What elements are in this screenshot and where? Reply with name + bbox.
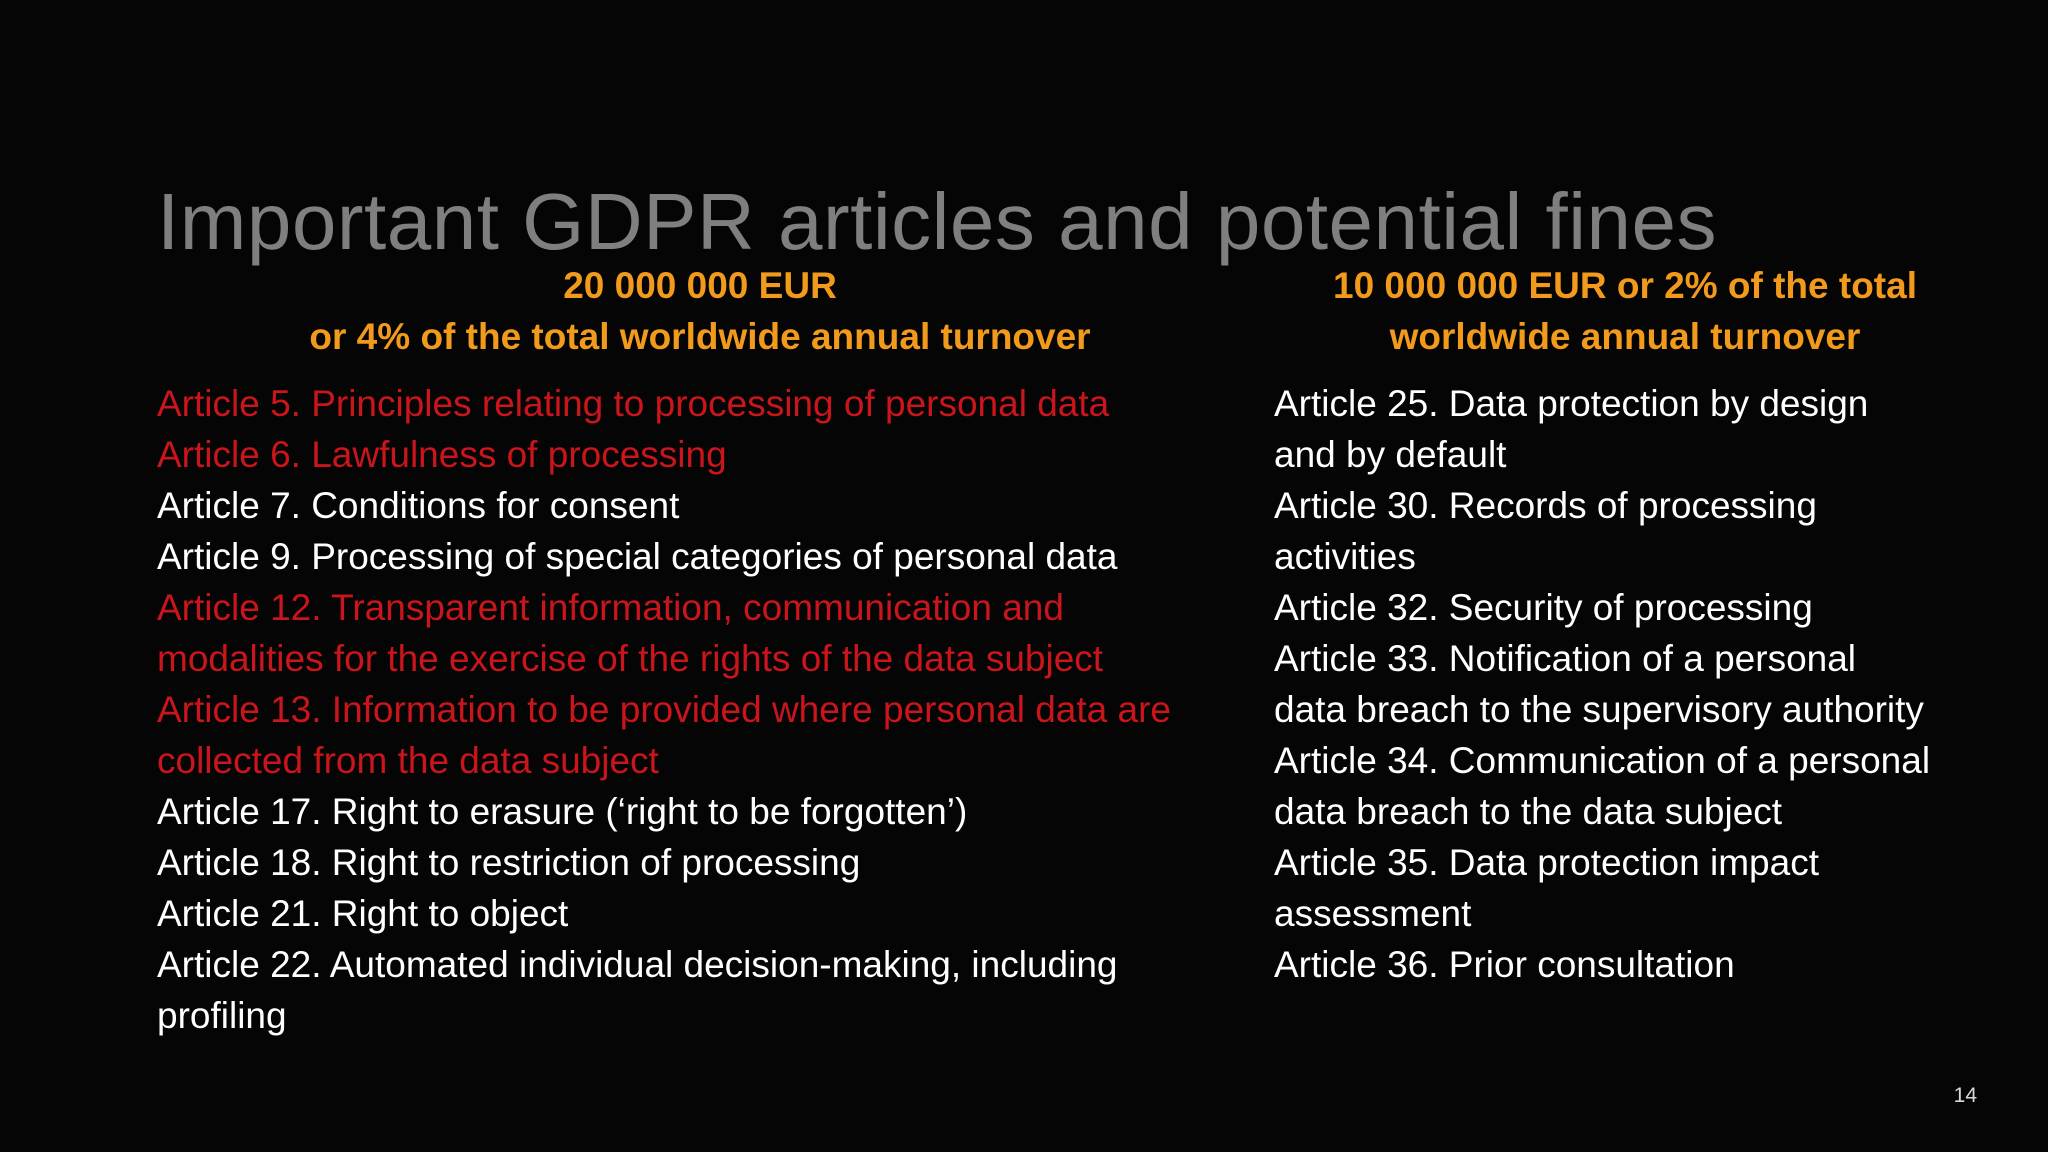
article-line: Article 6. Lawfulness of processing [157,434,727,475]
article-line: Article 17. Right to erasure (‘right to be forgotten’) [157,791,968,832]
article-line: and by default [1274,434,1507,475]
right-article-list [1274,378,1994,990]
article-line: Article 34. Communication of a personal [1274,740,1931,781]
article-line: data breach to the supervisory authority [1274,689,1924,730]
article-line: data breach to the data subject [1274,791,1783,832]
article-line: Article 13. Information to be provided where personal data are [157,689,1171,730]
right-fine-heading [1268,260,1982,362]
article-line: Article 33. Notification of a personal [1274,638,1857,679]
article-line: Article 9. Processing of special categories of personal data [157,536,1118,577]
right-fine-heading-line: worldwide annual turnover [1389,316,1861,357]
article-line: Article 36. Prior consultation [1274,944,1735,985]
article-line: activities [1274,536,1416,577]
article-line: assessment [1274,893,1472,934]
article-line: Article 18. Right to restriction of processing [157,842,861,883]
article-line: Article 7. Conditions for consent [157,485,680,526]
article-line: Article 35. Data protection impact [1274,842,1819,883]
article-line: modalities for the exercise of the rights of the data subject [157,638,1104,679]
slide-title: Important GDPR articles and potential fines [157,176,1718,266]
article-line: Article 5. Principles relating to processing of personal data [157,383,1110,424]
article-line: Article 32. Security of processing [1274,587,1813,628]
article-line: Article 22. Automated individual decision-making, including [157,944,1118,985]
article-line: Article 21. Right to object [157,893,569,934]
page-number: 14 [1953,1084,1977,1107]
left-article-list [157,378,1257,1041]
article-line: profiling [157,995,287,1036]
left-fine-heading-line: or 4% of the total worldwide annual turnover [309,316,1091,357]
left-fine-heading [157,260,1243,362]
article-line: collected from the data subject [157,740,659,781]
left-fine-heading-line: 20 000 000 EUR [563,265,837,306]
article-line: Article 30. Records of processing [1274,485,1817,526]
right-fine-heading-line: 10 000 000 EUR or 2% of the total [1333,265,1917,306]
article-line: Article 25. Data protection by design [1274,383,1869,424]
article-line: Article 12. Transparent information, communication and [157,587,1064,628]
